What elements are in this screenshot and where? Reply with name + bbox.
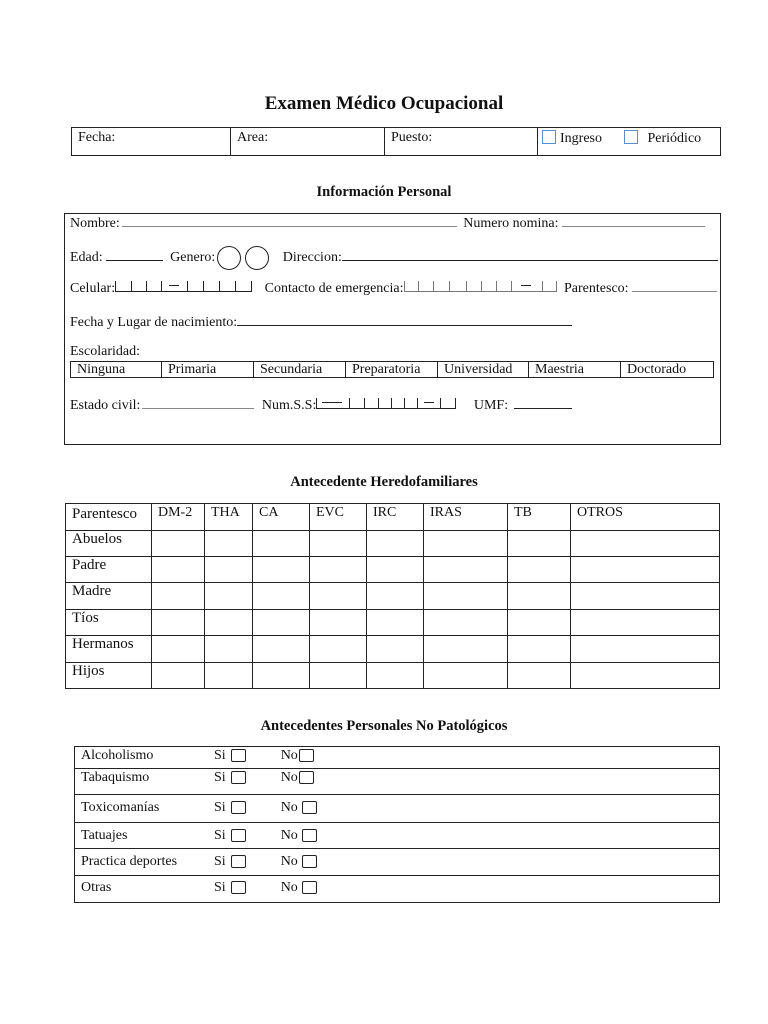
heredo-row-label: Tíos (66, 610, 152, 636)
no-patologicos-section-title: Antecedentes Personales No Patológicos (260, 718, 508, 734)
nivel-universidad[interactable]: Universidad (438, 362, 529, 378)
puesto-field[interactable] (385, 128, 538, 156)
table-row (75, 747, 720, 769)
heredo-cell[interactable] (205, 531, 253, 557)
heredo-cell[interactable] (205, 636, 253, 663)
periodico-checkbox[interactable] (624, 130, 638, 144)
heredo-cell[interactable] (152, 583, 205, 610)
heredo-header-ca: CA (253, 504, 310, 531)
heredo-cell[interactable] (253, 610, 310, 636)
heredo-row-label: Padre (66, 557, 152, 583)
heredo-cell[interactable] (508, 531, 571, 557)
escolaridad-label: Escolaridad: (70, 344, 140, 359)
celular-input[interactable] (115, 279, 252, 292)
puesto-label: Puesto: (391, 130, 433, 145)
parentesco-label: Parentesco: (564, 281, 629, 296)
genero-option-1[interactable] (217, 246, 241, 270)
heredo-header-iras: IRAS (424, 504, 508, 531)
table-row (66, 610, 720, 636)
no-checkbox[interactable] (299, 771, 314, 784)
heredo-cell[interactable] (367, 610, 424, 636)
si-label: Si (214, 880, 226, 895)
heredo-cell[interactable] (508, 663, 571, 689)
area-label: Area: (237, 130, 269, 145)
ingreso-checkbox[interactable] (542, 130, 556, 144)
si-checkbox[interactable] (231, 855, 246, 868)
no-label: No (280, 828, 298, 843)
edad-input[interactable] (106, 248, 163, 261)
heredo-cell[interactable] (424, 557, 508, 583)
nombre-input[interactable] (122, 214, 457, 227)
heredo-cell[interactable] (310, 583, 367, 610)
heredo-cell[interactable] (571, 583, 720, 610)
heredo-header-evc: EVC (310, 504, 367, 531)
no-checkbox[interactable] (302, 801, 317, 814)
heredo-cell[interactable] (367, 531, 424, 557)
heredo-cell[interactable] (310, 531, 367, 557)
celular-label: Celular: (70, 281, 116, 296)
nivel-ninguna[interactable]: Ninguna (71, 362, 162, 378)
heredo-cell[interactable] (367, 583, 424, 610)
nacimiento-label: Fecha y Lugar de nacimiento: (70, 315, 238, 330)
heredo-cell[interactable] (310, 636, 367, 663)
heredo-header-tb: TB (508, 504, 571, 531)
heredo-cell[interactable] (253, 663, 310, 689)
si-checkbox[interactable] (231, 749, 246, 762)
personal-section-title: Información Personal (316, 184, 452, 200)
direccion-label: Direccion: (282, 250, 342, 266)
habit-label: Practica deportes (81, 854, 178, 869)
heredo-cell[interactable] (253, 583, 310, 610)
nacimiento-row (70, 313, 572, 331)
heredo-table (65, 503, 720, 689)
no-label: No (280, 880, 298, 895)
heredo-header-irc: IRC (367, 504, 424, 531)
no-checkbox[interactable] (302, 881, 317, 894)
si-label: Si (214, 748, 226, 763)
estado-civil-row (70, 396, 572, 414)
si-label: Si (214, 770, 226, 785)
si-checkbox[interactable] (231, 881, 246, 894)
table-row (75, 849, 720, 876)
heredo-cell[interactable] (424, 583, 508, 610)
heredo-section-title: Antecedente Heredofamiliares (290, 474, 478, 490)
si-label: Si (214, 854, 226, 869)
heredo-cell[interactable] (205, 583, 253, 610)
no-checkbox[interactable] (302, 855, 317, 868)
heredo-row-label: Abuelos (66, 531, 152, 557)
table-row (75, 769, 720, 795)
fecha-label: Fecha: (78, 130, 116, 145)
parentesco-input[interactable] (632, 279, 717, 292)
si-checkbox[interactable] (231, 801, 246, 814)
heredo-cell[interactable] (571, 610, 720, 636)
table-row (66, 557, 720, 583)
heredo-row-label: Hermanos (66, 636, 152, 663)
numero-nomina-label: Numero nomina: (463, 216, 559, 231)
nivel-secundaria[interactable]: Secundaria (254, 362, 346, 378)
habit-label: Tabaquismo (81, 770, 150, 785)
heredo-cell[interactable] (367, 557, 424, 583)
numero-nomina-input[interactable] (562, 214, 705, 227)
table-row (75, 823, 720, 849)
table-row (66, 531, 720, 557)
heredo-cell[interactable] (152, 557, 205, 583)
heredo-cell[interactable] (152, 610, 205, 636)
heredo-cell[interactable] (424, 531, 508, 557)
heredo-cell[interactable] (310, 557, 367, 583)
habit-label: Tatuajes (81, 828, 128, 843)
heredo-cell[interactable] (571, 531, 720, 557)
table-row (66, 663, 720, 689)
si-label: Si (214, 828, 226, 843)
heredo-cell[interactable] (367, 663, 424, 689)
periodico-label: Periódico (647, 131, 702, 146)
nss-label: Num.S.S: (261, 398, 317, 413)
habit-label: Toxicomanías (81, 800, 160, 815)
direccion-input[interactable] (342, 248, 718, 261)
heredo-cell[interactable] (205, 557, 253, 583)
nombre-row (70, 214, 705, 232)
heredo-cell[interactable] (508, 583, 571, 610)
habit-label: Alcoholismo (81, 748, 154, 763)
no-label: No (280, 800, 298, 815)
heredo-cell[interactable] (508, 636, 571, 663)
heredo-cell[interactable] (253, 636, 310, 663)
heredo-header-dm2: DM-2 (152, 504, 205, 531)
fecha-field[interactable] (72, 128, 231, 156)
contacto-input[interactable] (404, 279, 557, 292)
estado-civil-label: Estado civil: (70, 398, 141, 413)
no-patologicos-table (74, 746, 720, 903)
heredo-cell[interactable] (571, 663, 720, 689)
header-table (71, 127, 721, 156)
no-label: No (280, 854, 298, 869)
genero-label: Genero: (170, 250, 216, 266)
no-checkbox[interactable] (299, 749, 314, 762)
table-row (75, 876, 720, 903)
no-label: No (280, 770, 298, 785)
si-checkbox[interactable] (231, 829, 246, 842)
table-row (66, 583, 720, 610)
heredo-header-parentesco: Parentesco (66, 504, 152, 531)
heredo-cell[interactable] (152, 663, 205, 689)
nacimiento-input[interactable] (237, 313, 572, 326)
heredo-cell[interactable] (508, 610, 571, 636)
nivel-maestria[interactable]: Maestria (529, 362, 621, 378)
nivel-doctorado[interactable]: Doctorado (621, 362, 714, 378)
heredo-cell[interactable] (508, 557, 571, 583)
heredo-cell[interactable] (424, 663, 508, 689)
habit-label: Otras (81, 880, 112, 895)
heredo-cell[interactable] (253, 557, 310, 583)
escolaridad-table (70, 361, 714, 378)
si-label: Si (214, 800, 226, 815)
heredo-cell[interactable] (424, 610, 508, 636)
heredo-row-label: Hijos (66, 663, 152, 689)
nss-input[interactable] (316, 396, 456, 409)
nombre-label: Nombre: (70, 216, 120, 231)
heredo-cell[interactable] (310, 663, 367, 689)
estado-civil-input[interactable] (142, 396, 254, 409)
celular-row (70, 279, 717, 297)
area-field[interactable] (231, 128, 385, 156)
edad-label: Edad: (70, 250, 103, 266)
nivel-preparatoria[interactable]: Preparatoria (346, 362, 438, 378)
nivel-primaria[interactable]: Primaria (162, 362, 254, 378)
heredo-cell[interactable] (205, 663, 253, 689)
no-label: No (280, 748, 298, 763)
genero-option-2[interactable] (245, 246, 269, 270)
table-row (75, 795, 720, 823)
si-checkbox[interactable] (231, 771, 246, 784)
umf-label: UMF: (473, 398, 509, 413)
no-checkbox[interactable] (302, 829, 317, 842)
heredo-row-label: Madre (66, 583, 152, 610)
table-row (66, 636, 720, 663)
umf-input[interactable] (514, 396, 572, 409)
heredo-cell[interactable] (152, 636, 205, 663)
heredo-header-otros: OTROS (571, 504, 720, 531)
ingreso-label: Ingreso (560, 131, 602, 146)
heredo-cell[interactable] (205, 610, 253, 636)
heredo-cell[interactable] (571, 636, 720, 663)
heredo-cell[interactable] (424, 636, 508, 663)
contacto-label: Contacto de emergencia: (264, 281, 404, 296)
heredo-cell[interactable] (310, 610, 367, 636)
heredo-header-tha: THA (205, 504, 253, 531)
edad-row (70, 246, 718, 270)
heredo-cell[interactable] (367, 636, 424, 663)
heredo-cell[interactable] (152, 531, 205, 557)
heredo-cell[interactable] (571, 557, 720, 583)
page-title: Examen Médico Ocupacional (264, 93, 504, 114)
heredo-cell[interactable] (253, 531, 310, 557)
